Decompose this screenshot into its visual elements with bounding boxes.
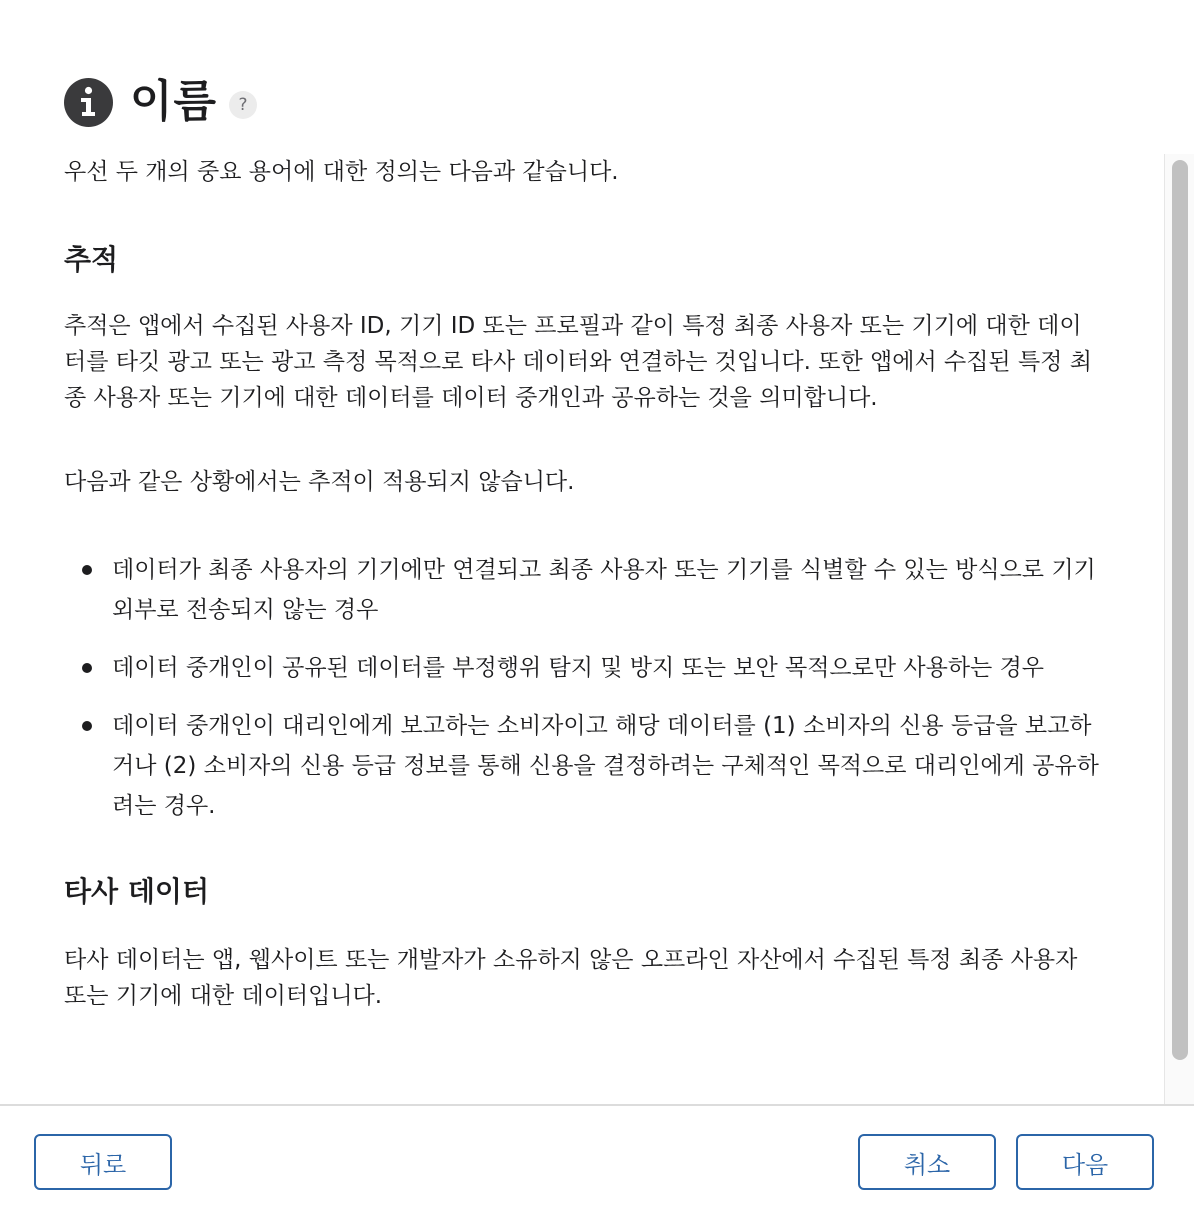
dialog-header xyxy=(64,72,257,132)
tracking-exceptions-list xyxy=(64,550,1104,844)
help-icon[interactable]: ? xyxy=(229,91,257,119)
back-button[interactable]: 뒤로 xyxy=(34,1134,172,1190)
third-party-heading: 타사 데이터 xyxy=(64,875,209,908)
list-item-text: 데이터 중개인이 대리인에게 보고하는 소비자이고 해당 데이터를 (1) 소비자의 신용 등급을 보고하거나 (2) 소비자의 신용 등급 정보를 통해 신용을 결정하려는 구체적인 목적으로 대리인에게 공유하려는 경우. xyxy=(112,713,1099,819)
info-icon xyxy=(64,78,113,127)
page-title: 이름 xyxy=(130,76,218,127)
tracking-exceptions-intro: 다음과 같은 상황에서는 추적이 적용되지 않습니다. xyxy=(64,469,575,495)
list-item xyxy=(64,648,1104,688)
cancel-button[interactable]: 취소 xyxy=(858,1134,996,1190)
list-item xyxy=(64,706,1104,826)
list-item-text: 데이터가 최종 사용자의 기기에만 연결되고 최종 사용자 또는 기기를 식별할 수 있는 방식으로 기기 외부로 전송되지 않는 경우 xyxy=(112,557,1096,623)
scrollbar-thumb[interactable] xyxy=(1172,160,1188,1060)
list-item-text: 데이터 중개인이 공유된 데이터를 부정행위 탐지 및 방지 또는 보안 목적으로만 사용하는 경우 xyxy=(112,655,1045,681)
scrollbar[interactable] xyxy=(1164,154,1194,1104)
third-party-definition: 타사 데이터는 앱, 웹사이트 또는 개발자가 소유하지 않은 오프라인 자산에서 수집된 특정 최종 사용자 또는 기기에 대한 데이터입니다. xyxy=(64,947,1078,1009)
tracking-definition: 추적은 앱에서 수집된 사용자 ID, 기기 ID 또는 프로필과 같이 특정 최종 사용자 또는 기기에 대한 데이터를 타깃 광고 또는 광고 측정 목적으로 타사 데이터와 연결하는 것입니다. 또한 앱에서 수집된 특정 최종 사용자 또는 기기에 대한 데이터를 데이터 중개인과 공유하는 것을 의미합니다. xyxy=(64,313,1092,411)
list-item xyxy=(64,550,1104,630)
tracking-heading: 추적 xyxy=(64,243,119,276)
bullet-icon xyxy=(82,565,92,575)
content-scroll-area[interactable] xyxy=(0,154,1164,1104)
footer-divider xyxy=(0,1104,1194,1106)
bullet-icon xyxy=(82,663,92,673)
bullet-icon xyxy=(82,721,92,731)
next-button[interactable]: 다음 xyxy=(1016,1134,1154,1190)
intro-text: 우선 두 개의 중요 용어에 대한 정의는 다음과 같습니다. xyxy=(64,159,619,185)
